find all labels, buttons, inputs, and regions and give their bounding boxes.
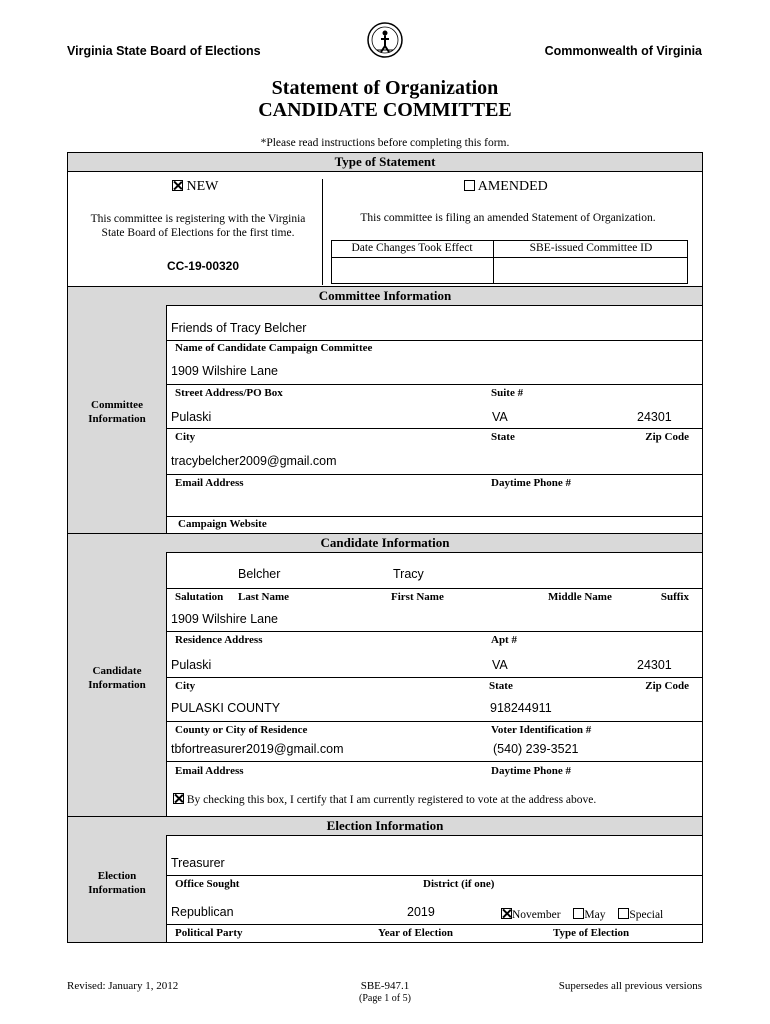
residence-label: Residence Address (175, 634, 263, 646)
type-of-statement-heading: Type of Statement (68, 153, 702, 172)
apt-label: Apt # (491, 634, 517, 646)
amended-description: This committee is filing an amended Statement of Organization. (360, 212, 656, 224)
may-checkbox[interactable] (573, 908, 584, 919)
rule-committee-name (166, 340, 702, 341)
candidate-state-label: State (489, 680, 513, 692)
election-side-label: Election Information (88, 870, 146, 896)
date-changes-field[interactable] (332, 258, 492, 283)
new-checkbox[interactable] (172, 180, 183, 191)
date-changes-label: Date Changes Took Effect (351, 242, 473, 254)
last-name-label: Last Name (238, 591, 290, 603)
footer-supersedes: Supersedes all previous versions (558, 980, 702, 992)
city-label: City (175, 431, 196, 443)
candidate-email[interactable]: tbfortreasurer2019@gmail.com (171, 742, 344, 756)
committee-side-label: Committee Information (88, 399, 146, 425)
rule-candidate-county (166, 721, 702, 722)
state-label: State (491, 431, 515, 443)
suffix-label: Suffix (660, 591, 689, 603)
voter-id-label: Voter Identification # (491, 724, 592, 736)
year-label: Year of Election (378, 927, 453, 939)
street-label: Street Address/PO Box (175, 387, 283, 399)
candidate-email-label: Email Address (175, 765, 244, 777)
header-commonwealth: Commonwealth of Virginia (544, 44, 702, 58)
office-label: Office Sought (175, 878, 240, 890)
footer-page: (Page 1 of 5) (359, 993, 411, 1004)
party-label: Political Party (175, 927, 243, 939)
new-description: This committee is registering with the Virginia State Board of Elections for the first time. (90, 213, 306, 239)
header-agency: Virginia State Board of Elections (67, 44, 261, 58)
may-label: May (584, 909, 606, 921)
committee-city[interactable]: Pulaski (171, 410, 212, 424)
election-type-options (501, 908, 663, 921)
rule-candidate-email (166, 761, 702, 762)
rule-candidate-city (166, 677, 702, 678)
candidate-info-heading: Candidate Information (68, 533, 702, 553)
committee-street[interactable]: 1909 Wilshire Lane (171, 364, 279, 378)
district-label: District (if one) (423, 878, 495, 890)
form-subtitle: CANDIDATE COMMITTEE (258, 99, 512, 121)
candidate-phone[interactable]: (540) 239-3521 (493, 742, 579, 756)
footer-form-id: SBE-947.1 (360, 980, 410, 992)
committee-email[interactable]: tracybelcher2009@gmail.com (171, 454, 337, 468)
candidate-zip-label: Zip Code (645, 680, 689, 692)
committee-name[interactable]: Friends of Tracy Belcher (171, 321, 307, 335)
rule-committee-street (166, 384, 702, 385)
candidate-zip[interactable]: 24301 (637, 658, 672, 672)
special-label: Special (629, 909, 664, 921)
candidate-city-label: City (175, 680, 196, 692)
candidate-phone-label: Daytime Phone # (491, 765, 572, 777)
sbe-id-field[interactable] (494, 258, 687, 283)
candidate-residence[interactable]: 1909 Wilshire Lane (171, 612, 279, 626)
candidate-last-name[interactable]: Belcher (238, 567, 281, 581)
rule-committee-email (166, 474, 702, 475)
rule-website (166, 516, 702, 517)
committee-name-label: Name of Candidate Campaign Committee (175, 342, 373, 354)
candidate-county[interactable]: PULASKI COUNTY (171, 701, 281, 715)
amended-option[interactable] (464, 179, 548, 195)
rule-office (166, 875, 702, 876)
first-name-label: First Name (391, 591, 444, 603)
instructions-note: *Please read instructions before completing this form. (260, 137, 510, 149)
rule-candidate-residence (166, 631, 702, 632)
political-party[interactable]: Republican (171, 905, 234, 919)
candidate-voter-id[interactable]: 918244911 (490, 701, 552, 715)
office-sought[interactable]: Treasurer (171, 856, 225, 870)
suite-label: Suite # (491, 387, 524, 399)
committee-zip[interactable]: 24301 (637, 410, 672, 424)
amended-label: AMENDED (477, 179, 548, 194)
virginia-seal-icon (367, 22, 403, 58)
election-year[interactable]: 2019 (407, 905, 435, 919)
county-label: County or City of Residence (175, 724, 308, 736)
committee-state[interactable]: VA (492, 410, 508, 424)
form-title: Statement of Organization (271, 77, 499, 99)
november-label: November (512, 909, 561, 921)
candidate-city[interactable]: Pulaski (171, 658, 212, 672)
certify-checkbox[interactable] (173, 793, 184, 804)
new-option[interactable] (172, 179, 218, 195)
election-info-heading: Election Information (68, 816, 702, 836)
website-label: Campaign Website (178, 518, 267, 530)
certify-row[interactable] (173, 793, 596, 806)
committee-id: CC-19-00320 (166, 259, 240, 273)
committee-info-heading: Committee Information (68, 286, 702, 306)
candidate-state[interactable]: VA (492, 658, 508, 672)
phone-label: Daytime Phone # (491, 477, 572, 489)
election-type-label: Type of Election (553, 927, 630, 939)
amended-checkbox[interactable] (464, 180, 475, 191)
zip-label: Zip Code (645, 431, 689, 443)
candidate-first-name[interactable]: Tracy (393, 567, 424, 581)
salutation-label: Salutation (175, 591, 224, 603)
rule-party (166, 924, 702, 925)
rule-candidate-name (166, 588, 702, 589)
candidate-side-label: Candidate Information (88, 665, 146, 691)
rule-committee-city (166, 428, 702, 429)
sbe-id-label: SBE-issued Committee ID (529, 242, 653, 254)
footer-revised: Revised: January 1, 2012 (67, 980, 179, 992)
certify-text: By checking this box, I certify that I am currently registered to vote at the address above. (186, 794, 597, 806)
email-label: Email Address (175, 477, 244, 489)
special-checkbox[interactable] (618, 908, 629, 919)
new-label: NEW (186, 179, 219, 194)
november-checkbox[interactable] (501, 908, 512, 919)
middle-name-label: Middle Name (548, 591, 612, 603)
